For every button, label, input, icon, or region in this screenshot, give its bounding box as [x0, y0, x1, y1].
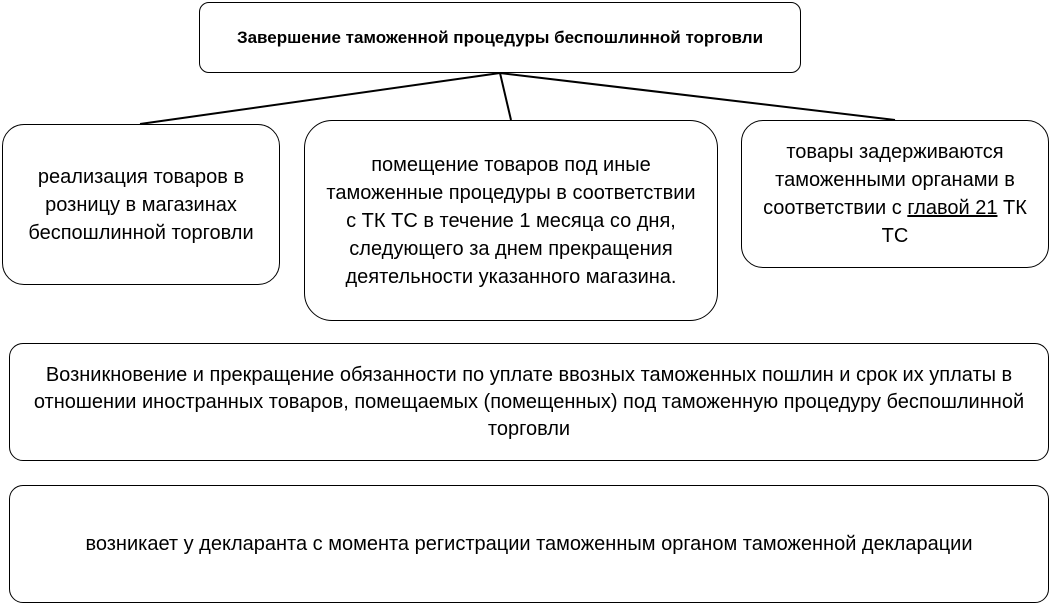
obligation-arises-box — [9, 485, 1049, 603]
obligation-arises-text: возникает у декларанта с момента регистрации таможенным органом таможенной декларации — [85, 532, 973, 555]
branch-goods-detained-text-before: товары задерживаются таможенными органами в соответствии с — [763, 141, 1015, 219]
obligation-box — [9, 343, 1049, 461]
branch-goods-detained-text — [760, 138, 1030, 250]
branch-goods-detained-text-after: ТК ТС — [881, 197, 1027, 247]
branch-goods-detained — [741, 120, 1049, 268]
connector-to-retail — [140, 73, 500, 124]
branch-retail-sale-text: реализация товаров в розницу в магазинах беспошлинной торговли — [28, 165, 254, 244]
branch-retail-sale — [2, 124, 280, 285]
branch-other-procedures-text: помещение товаров под иные таможенные процедуры в соответствии с ТК ТС в течение 1 месяца со дня, следующего за днем прекращения деятельности указанного магазина. — [326, 153, 696, 288]
branch-other-procedures — [304, 120, 718, 321]
connector-to-other-procedures — [500, 73, 511, 120]
obligation-text: Возникновение и прекращение обязанности по уплате ввозных таможенных пошлин и срок их уплаты в отношении иностранных товаров, помещаемых (помещенных) под таможенную процедуру беспошлинной торговли — [33, 363, 1025, 440]
title-box — [199, 2, 801, 73]
connector-to-detained — [500, 73, 895, 120]
chapter-21-link[interactable]: главой 21 — [907, 197, 998, 219]
diagram-title: Завершение таможенной процедуры беспошлинной торговли — [236, 28, 764, 47]
